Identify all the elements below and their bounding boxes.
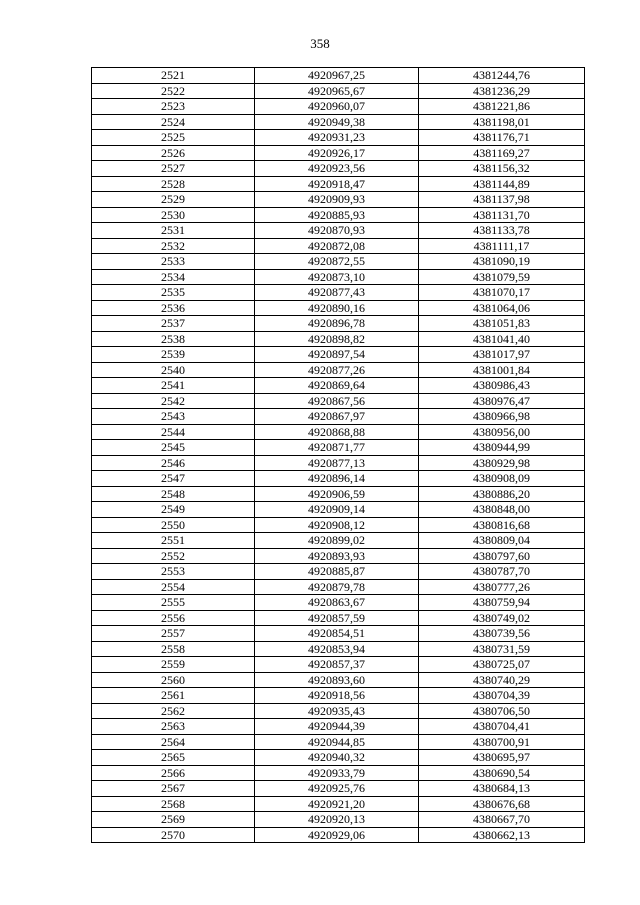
y-coordinate-cell: 4381169,27 [419, 145, 585, 161]
x-coordinate-cell: 4920867,56 [255, 393, 419, 409]
x-coordinate-cell: 4920857,59 [255, 610, 419, 626]
point-number-cell: 2570 [92, 827, 255, 843]
y-coordinate-cell: 4380704,41 [419, 719, 585, 735]
point-number-cell: 2534 [92, 269, 255, 285]
y-coordinate-cell: 4380690,54 [419, 765, 585, 781]
y-coordinate-cell: 4381244,76 [419, 68, 585, 84]
point-number-cell: 2546 [92, 455, 255, 471]
x-coordinate-cell: 4920872,55 [255, 254, 419, 270]
point-number-cell: 2560 [92, 672, 255, 688]
table-row [92, 192, 585, 208]
y-coordinate-cell: 4381111,17 [419, 238, 585, 254]
point-number-cell: 2539 [92, 347, 255, 363]
y-coordinate-cell: 4381236,29 [419, 83, 585, 99]
x-coordinate-cell: 4920885,87 [255, 564, 419, 580]
table-row [92, 641, 585, 657]
table-row [92, 114, 585, 130]
point-number-cell: 2541 [92, 378, 255, 394]
table-row [92, 145, 585, 161]
table-row [92, 579, 585, 595]
y-coordinate-cell: 4381070,17 [419, 285, 585, 301]
y-coordinate-cell: 4380966,98 [419, 409, 585, 425]
point-number-cell: 2542 [92, 393, 255, 409]
table-row [92, 300, 585, 316]
point-number-cell: 2559 [92, 657, 255, 673]
x-coordinate-cell: 4920926,17 [255, 145, 419, 161]
table-row [92, 765, 585, 781]
y-coordinate-cell: 4380706,50 [419, 703, 585, 719]
x-coordinate-cell: 4920906,59 [255, 486, 419, 502]
y-coordinate-cell: 4381051,83 [419, 316, 585, 332]
x-coordinate-cell: 4920923,56 [255, 161, 419, 177]
x-coordinate-cell: 4920857,37 [255, 657, 419, 673]
point-number-cell: 2553 [92, 564, 255, 580]
point-number-cell: 2563 [92, 719, 255, 735]
table-row [92, 176, 585, 192]
point-number-cell: 2544 [92, 424, 255, 440]
y-coordinate-cell: 4380886,20 [419, 486, 585, 502]
x-coordinate-cell: 4920867,97 [255, 409, 419, 425]
table-row [92, 502, 585, 518]
table-row [92, 486, 585, 502]
table-row [92, 533, 585, 549]
table-row [92, 285, 585, 301]
y-coordinate-cell: 4381064,06 [419, 300, 585, 316]
y-coordinate-cell: 4380700,91 [419, 734, 585, 750]
point-number-cell: 2556 [92, 610, 255, 626]
point-number-cell: 2549 [92, 502, 255, 518]
x-coordinate-cell: 4920965,67 [255, 83, 419, 99]
x-coordinate-cell: 4920909,14 [255, 502, 419, 518]
table-row [92, 750, 585, 766]
table-row [92, 161, 585, 177]
x-coordinate-cell: 4920872,08 [255, 238, 419, 254]
table-row [92, 238, 585, 254]
table-row [92, 781, 585, 797]
x-coordinate-cell: 4920877,43 [255, 285, 419, 301]
table-row [92, 409, 585, 425]
point-number-cell: 2554 [92, 579, 255, 595]
table-row [92, 331, 585, 347]
y-coordinate-cell: 4381144,89 [419, 176, 585, 192]
table-row [92, 130, 585, 146]
y-coordinate-cell: 4381090,19 [419, 254, 585, 270]
point-number-cell: 2533 [92, 254, 255, 270]
table-row [92, 455, 585, 471]
y-coordinate-cell: 4380986,43 [419, 378, 585, 394]
point-number-cell: 2535 [92, 285, 255, 301]
point-number-cell: 2540 [92, 362, 255, 378]
point-number-cell: 2555 [92, 595, 255, 611]
y-coordinate-cell: 4380976,47 [419, 393, 585, 409]
y-coordinate-cell: 4380749,02 [419, 610, 585, 626]
point-number-cell: 2566 [92, 765, 255, 781]
x-coordinate-cell: 4920918,47 [255, 176, 419, 192]
table-row [92, 657, 585, 673]
y-coordinate-cell: 4380944,99 [419, 440, 585, 456]
point-number-cell: 2564 [92, 734, 255, 750]
x-coordinate-cell: 4920873,10 [255, 269, 419, 285]
point-number-cell: 2552 [92, 548, 255, 564]
y-coordinate-cell: 4380731,59 [419, 641, 585, 657]
y-coordinate-cell: 4381041,40 [419, 331, 585, 347]
table-row [92, 734, 585, 750]
y-coordinate-cell: 4381017,97 [419, 347, 585, 363]
point-number-cell: 2524 [92, 114, 255, 130]
x-coordinate-cell: 4920899,02 [255, 533, 419, 549]
point-number-cell: 2557 [92, 626, 255, 642]
point-number-cell: 2567 [92, 781, 255, 797]
coordinates-table [91, 67, 585, 843]
y-coordinate-cell: 4381131,70 [419, 207, 585, 223]
point-number-cell: 2531 [92, 223, 255, 239]
y-coordinate-cell: 4380816,68 [419, 517, 585, 533]
y-coordinate-cell: 4381133,78 [419, 223, 585, 239]
point-number-cell: 2548 [92, 486, 255, 502]
y-coordinate-cell: 4381176,71 [419, 130, 585, 146]
point-number-cell: 2522 [92, 83, 255, 99]
y-coordinate-cell: 4380929,98 [419, 455, 585, 471]
y-coordinate-cell: 4380797,60 [419, 548, 585, 564]
table-row [92, 68, 585, 84]
x-coordinate-cell: 4920854,51 [255, 626, 419, 642]
y-coordinate-cell: 4380695,97 [419, 750, 585, 766]
x-coordinate-cell: 4920925,76 [255, 781, 419, 797]
point-number-cell: 2528 [92, 176, 255, 192]
point-number-cell: 2538 [92, 331, 255, 347]
table-row [92, 548, 585, 564]
x-coordinate-cell: 4920944,85 [255, 734, 419, 750]
table-row [92, 812, 585, 828]
x-coordinate-cell: 4920868,88 [255, 424, 419, 440]
y-coordinate-cell: 4380848,00 [419, 502, 585, 518]
table-row [92, 672, 585, 688]
point-number-cell: 2532 [92, 238, 255, 254]
table-row [92, 517, 585, 533]
point-number-cell: 2550 [92, 517, 255, 533]
table-row [92, 223, 585, 239]
table-row [92, 378, 585, 394]
x-coordinate-cell: 4920870,93 [255, 223, 419, 239]
point-number-cell: 2562 [92, 703, 255, 719]
y-coordinate-cell: 4380662,13 [419, 827, 585, 843]
y-coordinate-cell: 4380908,09 [419, 471, 585, 487]
y-coordinate-cell: 4380740,29 [419, 672, 585, 688]
x-coordinate-cell: 4920877,13 [255, 455, 419, 471]
page-number: 358 [310, 36, 330, 51]
y-coordinate-cell: 4380809,04 [419, 533, 585, 549]
x-coordinate-cell: 4920921,20 [255, 796, 419, 812]
x-coordinate-cell: 4920898,82 [255, 331, 419, 347]
y-coordinate-cell: 4381137,98 [419, 192, 585, 208]
table-row [92, 362, 585, 378]
point-number-cell: 2569 [92, 812, 255, 828]
x-coordinate-cell: 4920908,12 [255, 517, 419, 533]
y-coordinate-cell: 4380739,56 [419, 626, 585, 642]
point-number-cell: 2543 [92, 409, 255, 425]
y-coordinate-cell: 4381079,59 [419, 269, 585, 285]
x-coordinate-cell: 4920944,39 [255, 719, 419, 735]
point-number-cell: 2521 [92, 68, 255, 84]
x-coordinate-cell: 4920909,93 [255, 192, 419, 208]
table-row [92, 424, 585, 440]
x-coordinate-cell: 4920929,06 [255, 827, 419, 843]
y-coordinate-cell: 4381198,01 [419, 114, 585, 130]
table-row [92, 688, 585, 704]
table-row [92, 595, 585, 611]
table-body [92, 68, 585, 843]
y-coordinate-cell: 4380704,39 [419, 688, 585, 704]
table-row [92, 610, 585, 626]
y-coordinate-cell: 4380676,68 [419, 796, 585, 812]
table-row [92, 316, 585, 332]
point-number-cell: 2545 [92, 440, 255, 456]
x-coordinate-cell: 4920931,23 [255, 130, 419, 146]
y-coordinate-cell: 4380777,26 [419, 579, 585, 595]
x-coordinate-cell: 4920890,16 [255, 300, 419, 316]
point-number-cell: 2568 [92, 796, 255, 812]
table-row [92, 254, 585, 270]
x-coordinate-cell: 4920935,43 [255, 703, 419, 719]
y-coordinate-cell: 4380759,94 [419, 595, 585, 611]
table-row [92, 719, 585, 735]
x-coordinate-cell: 4920918,56 [255, 688, 419, 704]
x-coordinate-cell: 4920893,60 [255, 672, 419, 688]
x-coordinate-cell: 4920879,78 [255, 579, 419, 595]
point-number-cell: 2561 [92, 688, 255, 704]
table-row [92, 207, 585, 223]
x-coordinate-cell: 4920885,93 [255, 207, 419, 223]
table-row [92, 347, 585, 363]
table-row [92, 269, 585, 285]
table-row [92, 471, 585, 487]
point-number-cell: 2525 [92, 130, 255, 146]
point-number-cell: 2558 [92, 641, 255, 657]
x-coordinate-cell: 4920869,64 [255, 378, 419, 394]
table-row [92, 796, 585, 812]
table-row [92, 703, 585, 719]
table-row [92, 99, 585, 115]
x-coordinate-cell: 4920877,26 [255, 362, 419, 378]
x-coordinate-cell: 4920893,93 [255, 548, 419, 564]
table-row [92, 83, 585, 99]
x-coordinate-cell: 4920853,94 [255, 641, 419, 657]
x-coordinate-cell: 4920960,07 [255, 99, 419, 115]
x-coordinate-cell: 4920896,14 [255, 471, 419, 487]
point-number-cell: 2527 [92, 161, 255, 177]
point-number-cell: 2565 [92, 750, 255, 766]
y-coordinate-cell: 4380725,07 [419, 657, 585, 673]
x-coordinate-cell: 4920940,32 [255, 750, 419, 766]
point-number-cell: 2530 [92, 207, 255, 223]
table-row [92, 564, 585, 580]
x-coordinate-cell: 4920897,54 [255, 347, 419, 363]
point-number-cell: 2529 [92, 192, 255, 208]
y-coordinate-cell: 4381221,86 [419, 99, 585, 115]
table-row [92, 626, 585, 642]
y-coordinate-cell: 4381156,32 [419, 161, 585, 177]
x-coordinate-cell: 4920933,79 [255, 765, 419, 781]
point-number-cell: 2523 [92, 99, 255, 115]
point-number-cell: 2537 [92, 316, 255, 332]
x-coordinate-cell: 4920920,13 [255, 812, 419, 828]
y-coordinate-cell: 4380956,00 [419, 424, 585, 440]
point-number-cell: 2547 [92, 471, 255, 487]
table-row [92, 440, 585, 456]
y-coordinate-cell: 4381001,84 [419, 362, 585, 378]
y-coordinate-cell: 4380684,13 [419, 781, 585, 797]
point-number-cell: 2526 [92, 145, 255, 161]
table-row [92, 393, 585, 409]
y-coordinate-cell: 4380787,70 [419, 564, 585, 580]
x-coordinate-cell: 4920949,38 [255, 114, 419, 130]
x-coordinate-cell: 4920871,77 [255, 440, 419, 456]
x-coordinate-cell: 4920863,67 [255, 595, 419, 611]
x-coordinate-cell: 4920967,25 [255, 68, 419, 84]
table-row [92, 827, 585, 843]
point-number-cell: 2536 [92, 300, 255, 316]
point-number-cell: 2551 [92, 533, 255, 549]
x-coordinate-cell: 4920896,78 [255, 316, 419, 332]
y-coordinate-cell: 4380667,70 [419, 812, 585, 828]
